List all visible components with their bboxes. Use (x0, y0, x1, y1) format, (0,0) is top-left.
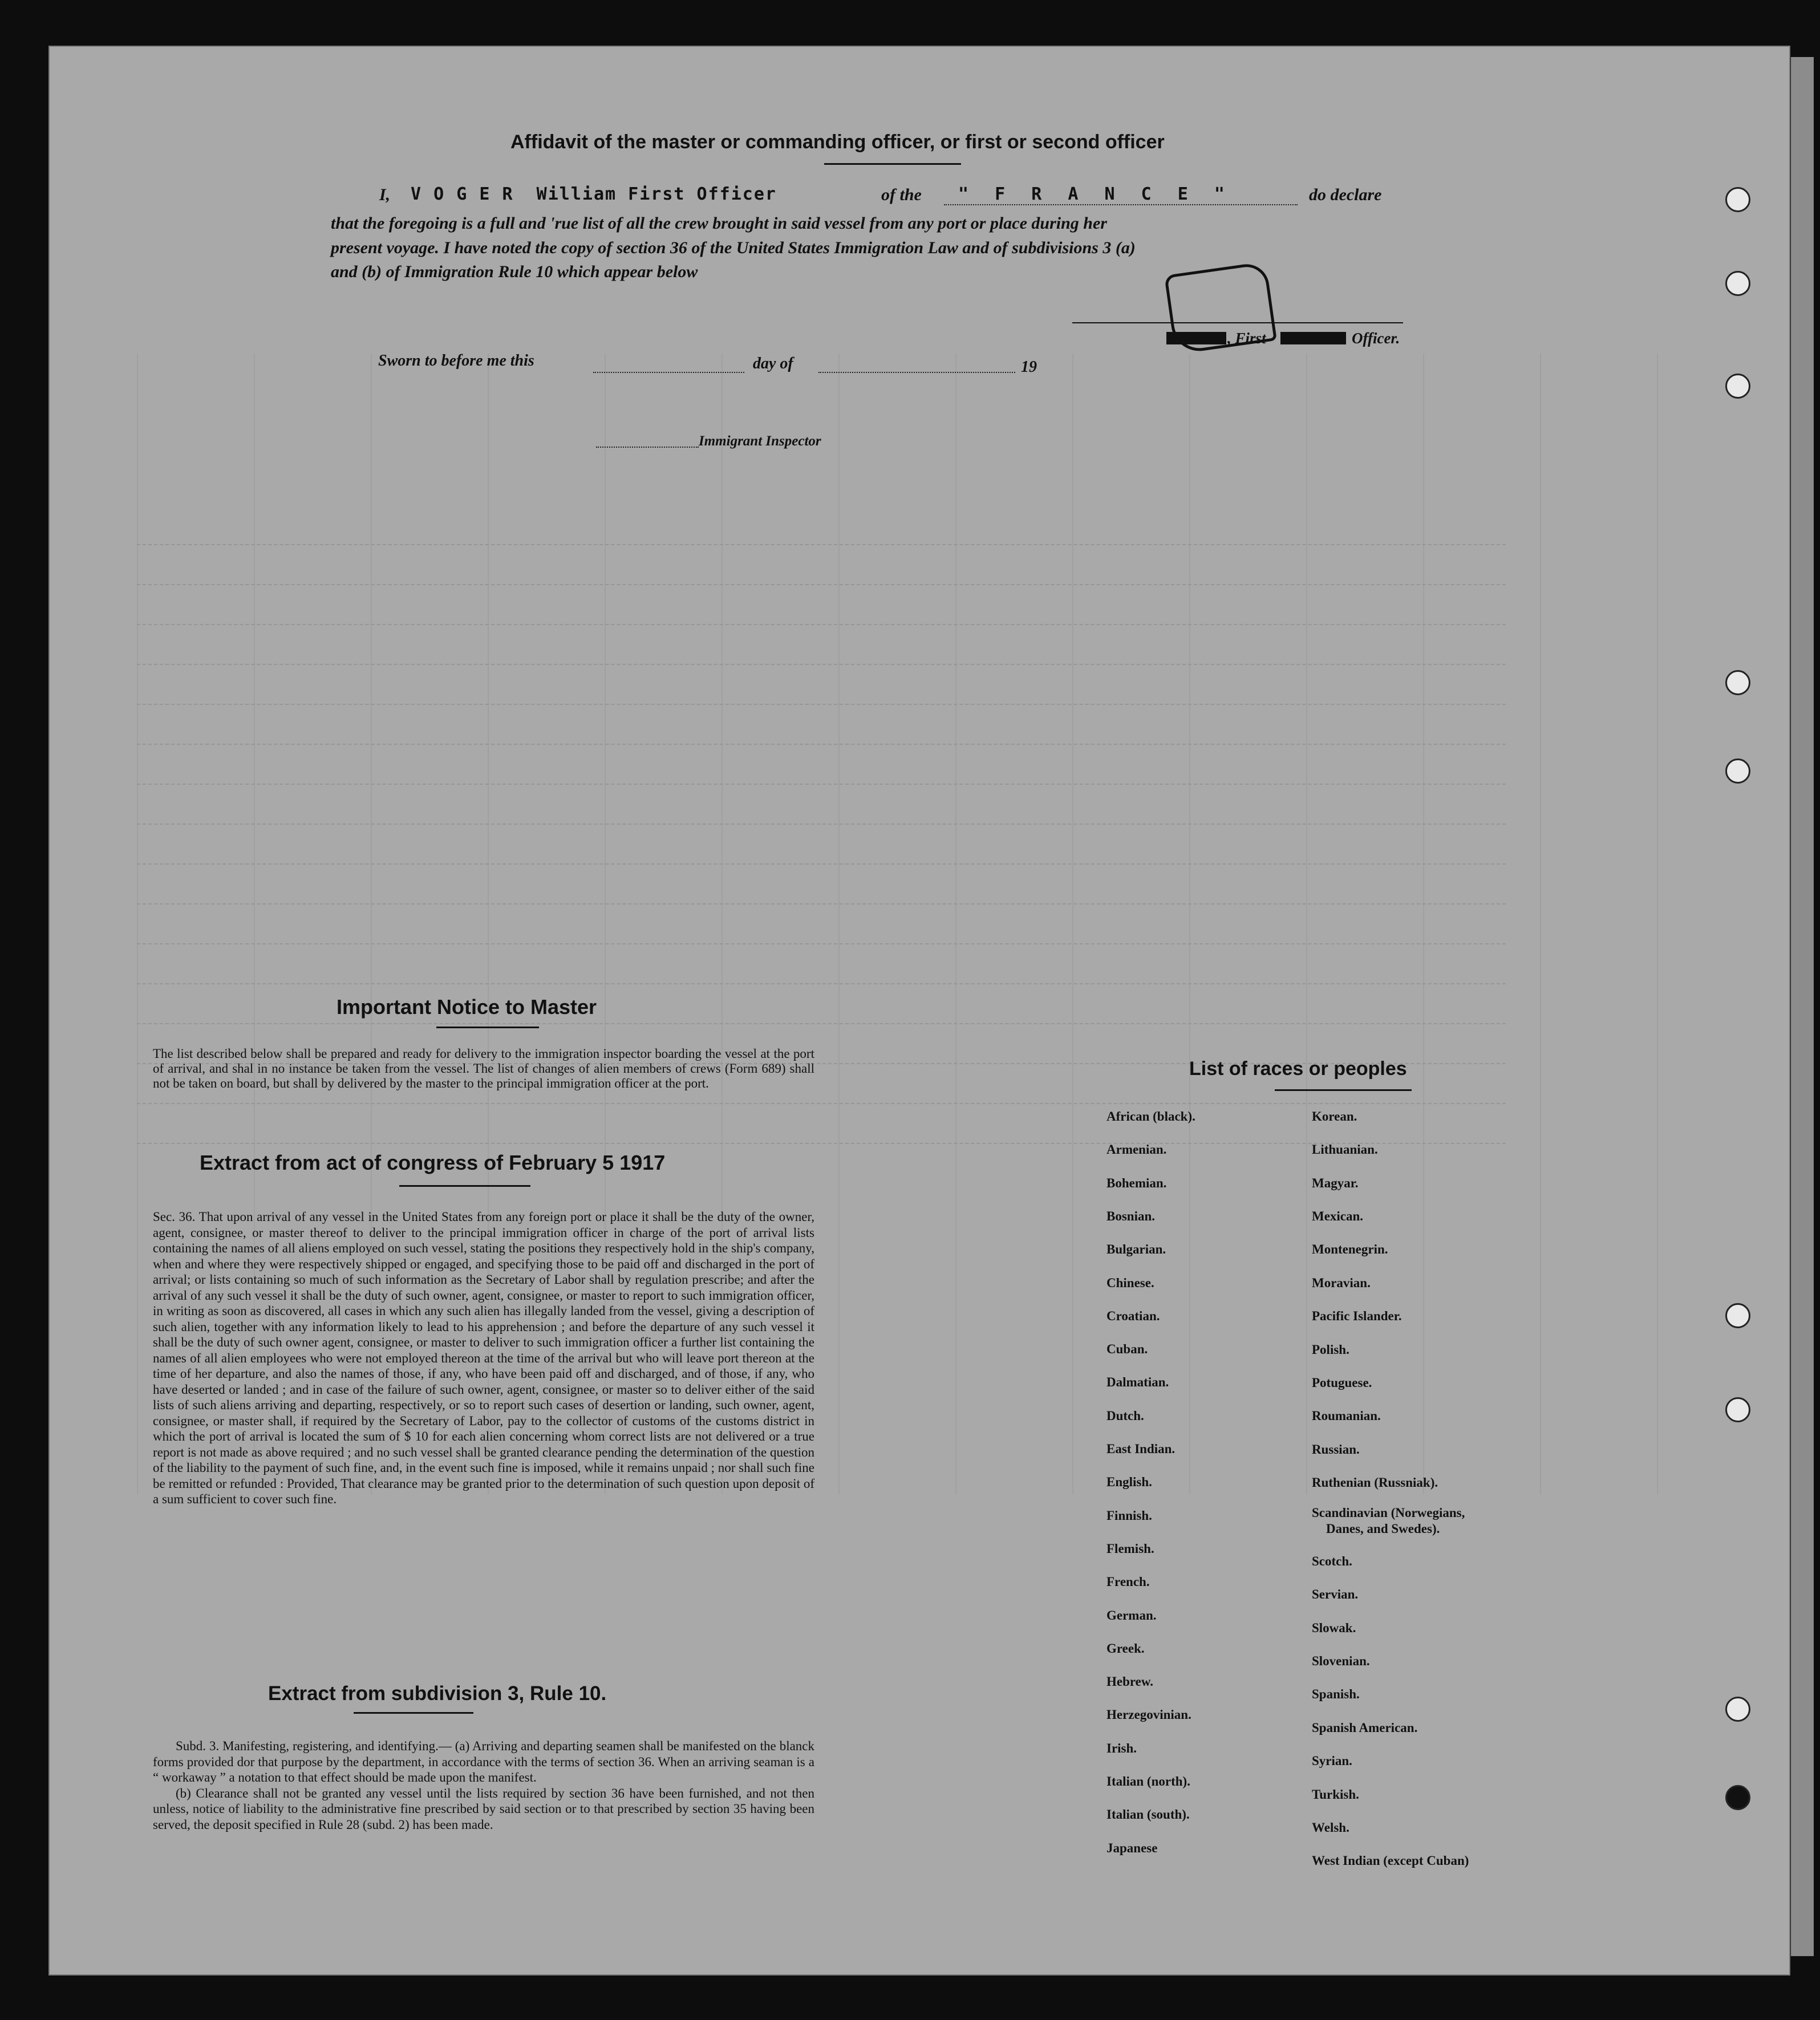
race-item: Ruthenian (Russniak). (1312, 1475, 1438, 1490)
subdivision-a: Subd. 3. Manifesting, registering, and identifying.— (a) Arriving and departing seamen shall be manifested on the blanck forms provided dor that purpose by the department, in accordance with the terms of section 36. When an arriving seaman is a “ workaway ” a notation to that effect should be made upon the manifest. (153, 1739, 814, 1784)
struck-out-text (1280, 332, 1346, 344)
race-item: French. (1106, 1575, 1150, 1589)
race-item: Slovenian. (1312, 1654, 1370, 1668)
races-underline (1275, 1089, 1412, 1091)
subdivision-b: (b) Clearance shall not be granted any vessel until the lists required by section 36 have been furnished, and not then unless, notice of liability to the administrative fine prescribed by said section or to that prescribed by section 35 having been served, the deposit specified in Rule 28 (subd. 2) has been made. (153, 1786, 814, 1832)
race-item: Hebrew. (1106, 1674, 1153, 1689)
page-edge (1791, 57, 1814, 1956)
bleed-through-row (137, 821, 1506, 825)
bleed-through-row (137, 741, 1506, 745)
bleed-through-row (137, 1021, 1506, 1024)
race-item: Potuguese. (1312, 1376, 1372, 1390)
bleed-through-gridline (1540, 354, 1541, 1494)
inspector-line (596, 447, 699, 448)
race-item: Lithuanian. (1312, 1142, 1378, 1157)
month-line (818, 372, 1015, 373)
race-item: Magyar. (1312, 1176, 1359, 1190)
race-item: Servian. (1312, 1587, 1359, 1601)
affidavit-line4: and (b) of Immigration Rule 10 which appear below (331, 262, 698, 281)
race-item: Herzegovinian. (1106, 1707, 1191, 1722)
race-item: Irish. (1106, 1741, 1137, 1755)
binder-hole (1725, 758, 1750, 784)
vessel-name: " F R A N C E " (958, 184, 1233, 204)
race-item: Finnish. (1106, 1508, 1152, 1523)
bleed-through-row (137, 701, 1506, 705)
binder-hole (1725, 1697, 1750, 1722)
bleed-through-row (137, 861, 1506, 865)
race-item: African (black). (1106, 1109, 1195, 1123)
signature-line (1072, 322, 1403, 323)
struck-out-text (1166, 332, 1226, 344)
race-item: Korean. (1312, 1109, 1357, 1123)
race-item: Slowak. (1312, 1621, 1356, 1635)
race-item: West Indian (except Cuban) (1312, 1853, 1469, 1868)
extract-rule-underline (354, 1712, 473, 1714)
bleed-through-gridline (1423, 354, 1424, 1494)
extract-act-title: Extract from act of congress of February 5 1917 (200, 1151, 666, 1174)
binder-hole (1725, 1303, 1750, 1328)
binder-hole (1725, 1785, 1750, 1810)
binder-hole (1725, 374, 1750, 399)
race-item: Bosnian. (1106, 1208, 1156, 1223)
bleed-through-row (137, 981, 1506, 984)
race-item: Moravian. (1312, 1276, 1371, 1290)
race-item: Bohemian. (1106, 1175, 1167, 1190)
race-item: Japanese (1106, 1840, 1158, 1855)
extract-act-underline (399, 1185, 530, 1187)
bleed-through-gridline (955, 354, 956, 1494)
signature-caption: , First (1227, 330, 1266, 347)
bleed-through-row (137, 582, 1506, 585)
binder-hole (1725, 1397, 1750, 1422)
bleed-through-row (137, 1101, 1506, 1104)
race-item: Danes, and Swedes). (1326, 1522, 1440, 1536)
binder-hole (1725, 187, 1750, 212)
bleed-through-row (137, 662, 1506, 665)
do-declare: do declare (1309, 185, 1382, 204)
bleed-through-row (137, 622, 1506, 625)
notice-underline (436, 1027, 539, 1028)
bleed-through-row (137, 901, 1506, 904)
bleed-through-gridline (1072, 354, 1073, 1494)
bleed-through-row (137, 781, 1506, 785)
of-the-label: of the (881, 185, 922, 204)
extract-rule-title: Extract from subdivision 3, Rule 10. (268, 1682, 607, 1705)
bleed-through-row (137, 941, 1506, 944)
race-item: Spanish. (1312, 1687, 1360, 1701)
section-36-text: Sec. 36. That upon arrival of any vessel in the United States from any foreign port or place it shall be the duty of the owner, agent, consignee, or master thereof to deliver to the principal immigration officer in charge of the port of arrival lists containing the names of all aliens employed on such vessel, stating the positions they respectively hold in the ship's company, when and where they were respectively shipped or engaged, and specifying those to be paid off and discharged in the port of arrival; or lists containing so much of such information as the Secretary of Labor shall by regulation prescribe; and after the arrival of any such vessel it shall be the duty of such owner, agent, consignee, or master to report to such immigration officer, in writing as soon as discovered, all cases in which any such alien has illegally landed from the vessel, giving a description of such alien, together with any information likely to lead to his apprehension ; and before the departure of any such vessel it shall be the duty of such owner agent, consignee, or master to deliver to such immigration officer a further list containing the names of all alien employees who were not employed thereon at the time of the arrival but who will leave port thereon at the time of her departure, and also the names of those, if any, who have been paid off and discharged, and of those, if any, who have deserted or landed ; and in case of the failure of such owner, agent, consignee, or master so to deliver either of the said lists of such aliens arriving and departing, respectively, or so to report such cases of desertion or landing, such owner, agent, consignee, or master shall, if required by the Secretary of Labor, pay to the collector of customs of the customs district in which the port of arrival is located the sum of $ 10 for each alien concerning whom correct lists are not delivered or a true report is not made as above required ; and no such vessel shall be granted clearance pending the determination of the question of the liability to the payment of such fine, and, in the event such fine is imposed, while it remains unpaid ; nor shall such fine be remitted or refunded : Provided, That clearance may be granted prior to the determination of such question upon deposit of a sum sufficient to cover such fine. (153, 1210, 814, 1506)
sworn-text: Sworn to before me this (378, 352, 534, 370)
affidavit-line3: present voyage. I have noted the copy of section 36 of the United States Immigration Law and of subdivisions 3 (a) (331, 238, 1136, 257)
race-item: Bulgarian. (1106, 1242, 1166, 1257)
bleed-through-row (137, 1141, 1506, 1144)
binder-hole (1725, 670, 1750, 695)
race-item: Croatian. (1106, 1308, 1160, 1323)
vessel-name-line (944, 204, 1298, 205)
race-item: Turkish. (1312, 1787, 1359, 1802)
day-of-text: day of (753, 355, 793, 372)
race-item: Russian. (1312, 1442, 1360, 1457)
race-item: Roumanian. (1312, 1409, 1381, 1423)
race-item: Scandinavian (Norwegians, (1312, 1506, 1465, 1520)
officer-name: V O G E R William First Officer (411, 184, 777, 204)
race-item: Italian (south). (1106, 1807, 1190, 1822)
bleed-through-gridline (1306, 354, 1307, 1494)
notice-body: The list described below shall be prepared and ready for delivery to the immigration inspector boarding the vessel at the port of arrival, and shal in no instance be taken from the vessel. The list of changes of alien members of crews (Form 689) shall not be taken on board, but shall by delivered by the master to the principal immigration officer at the port. (153, 1046, 814, 1090)
race-item: Mexican. (1312, 1209, 1364, 1223)
bleed-through-gridline (137, 354, 138, 1494)
race-item: Montenegrin. (1312, 1242, 1388, 1256)
race-item: Polish. (1312, 1342, 1349, 1357)
affidavit-title: Affidavit of the master or commanding officer, or first or second officer (510, 131, 1165, 153)
race-item: German. (1106, 1608, 1157, 1623)
bleed-through-gridline (1189, 354, 1190, 1494)
race-item: Scotch. (1312, 1554, 1352, 1568)
race-item: Armenian. (1106, 1142, 1167, 1157)
race-item: Chinese. (1106, 1275, 1154, 1290)
race-item: Dalmatian. (1106, 1375, 1169, 1390)
race-item: Pacific Islander. (1312, 1309, 1402, 1323)
sworn-date-line (593, 372, 744, 373)
year-prefix: 19 (1021, 358, 1037, 376)
race-item: East Indian. (1106, 1442, 1175, 1456)
bleed-through-gridline (838, 354, 840, 1494)
bleed-through-row (137, 542, 1506, 545)
race-item: English. (1106, 1475, 1152, 1490)
races-title: List of races or peoples (1189, 1058, 1407, 1080)
race-item: Greek. (1106, 1641, 1145, 1656)
affidavit-pronoun: I, (379, 185, 391, 204)
race-item: Spanish American. (1312, 1721, 1418, 1735)
binder-hole (1725, 271, 1750, 296)
race-item: Italian (north). (1106, 1774, 1190, 1788)
affidavit-line2: that the foregoing is a full and 'rue list of all the crew brought in said vessel from any port or place during her (331, 214, 1107, 233)
race-item: Dutch. (1106, 1408, 1144, 1423)
signature-officer: Officer. (1352, 330, 1400, 347)
title-underline (824, 163, 961, 165)
race-item: Flemish. (1106, 1541, 1154, 1556)
race-item: Cuban. (1106, 1342, 1148, 1357)
inspector-label: Immigrant Inspector (699, 433, 821, 449)
rule-10-text (153, 1738, 814, 1832)
race-item: Syrian. (1312, 1754, 1352, 1768)
bleed-through-gridline (1657, 354, 1658, 1494)
notice-title: Important Notice to Master (337, 995, 597, 1019)
race-item: Welsh. (1312, 1820, 1349, 1835)
